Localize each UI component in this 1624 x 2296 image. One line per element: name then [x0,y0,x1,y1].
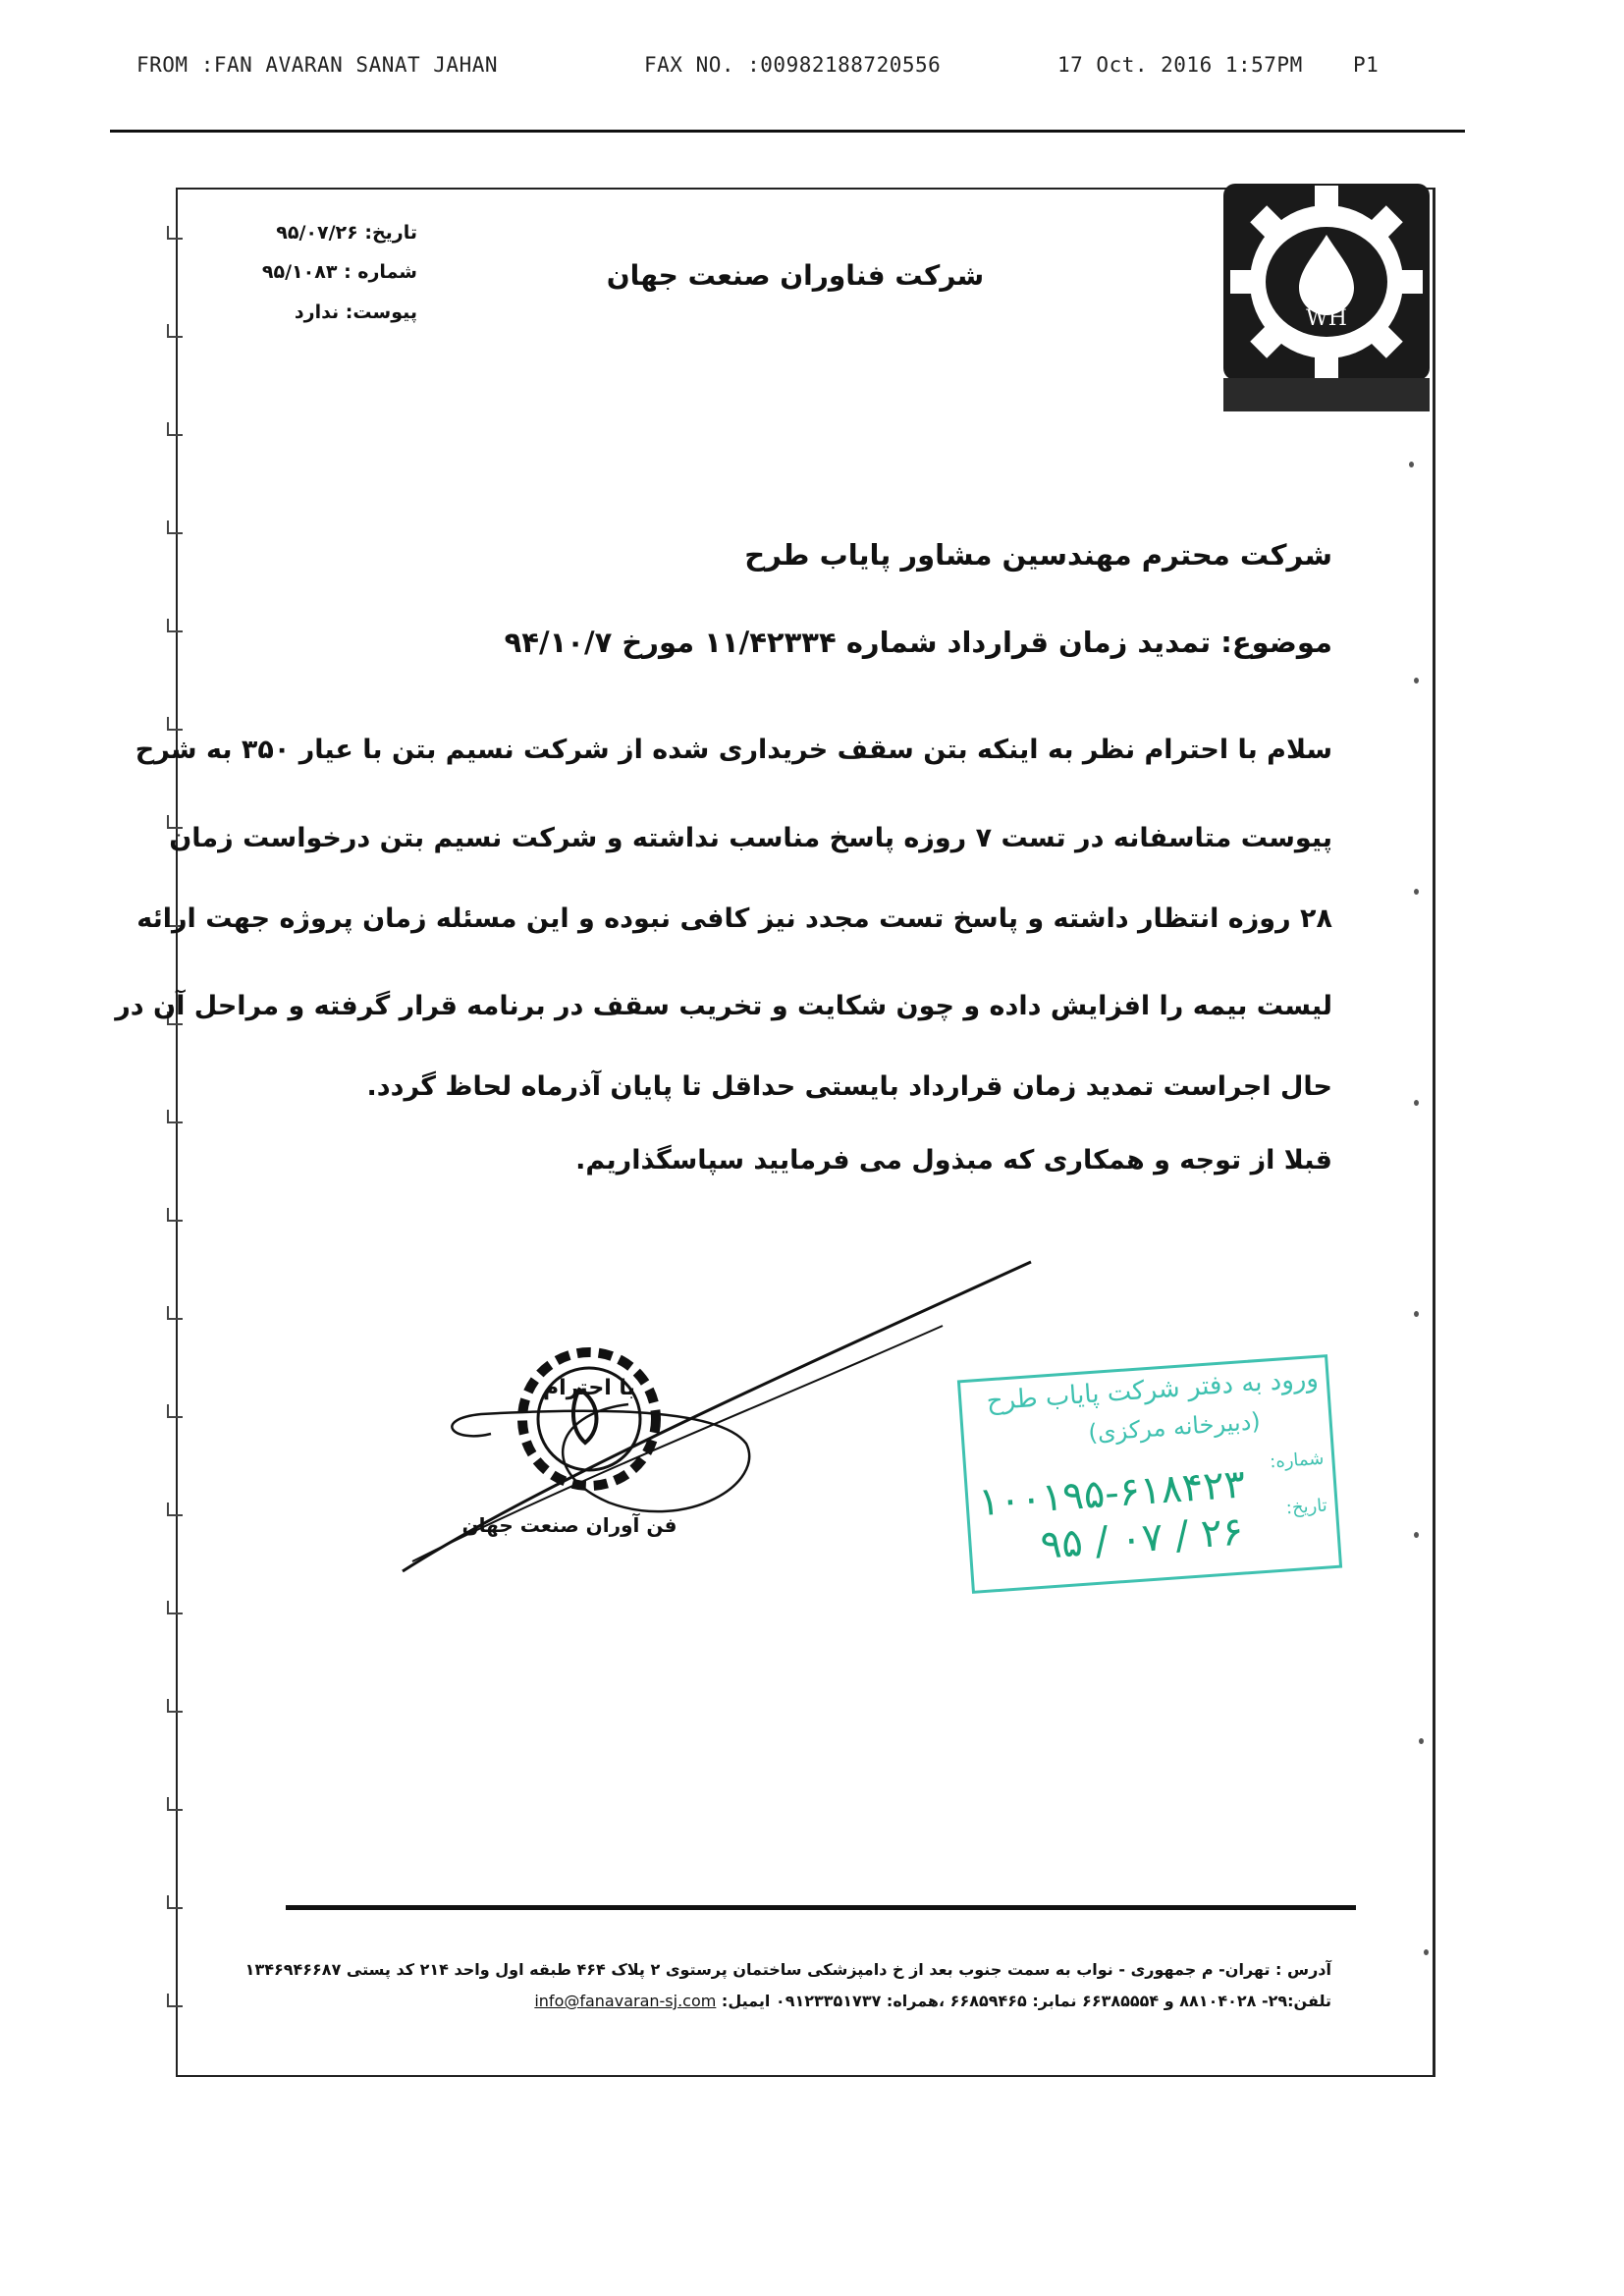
addressee: شرکت محترم مهندسین مشاور پایاب طرح [744,538,1332,572]
stamp-number-value: ۱۰۰۱۹۵-۶۱۸۴۲۳ [977,1461,1247,1526]
company-name: شرکت فناوران صنعت جهان [606,259,985,292]
svg-text:فن آوران صنعت جهان: فن آوران صنعت جهان [461,1513,677,1537]
scan-speck [1414,1311,1419,1317]
header-divider [110,130,1465,133]
fax-number: FAX NO. :00982188720556 [644,53,942,77]
footer-contact [534,1992,1331,2010]
footer-email-link[interactable]: info@fanavaran-sj.com [534,1992,717,2010]
scan-speck [1414,1532,1419,1538]
fax-page: P1 [1353,53,1380,77]
received-stamp [957,1354,1342,1594]
company-logo [1216,176,1434,411]
scan-speck [1419,1738,1424,1744]
letter-number: شماره : ۹۵/۱۰۸۳ [261,261,417,283]
fax-datetime: 17 Oct. 2016 1:57PM [1057,53,1303,77]
scan-speck [1414,889,1419,895]
scan-speck [1414,1100,1419,1106]
footer-address: آدرس : تهران- م جمهوری - نواب به سمت جنوب بعد از خ دامپزشکی ساختمان پرستوی ۲ پلاک ۴۶۴ طبقه اول واحد ۲۱۴ کد پستی ۱۳۴۶۹۴۶۶۸۷ [244,1960,1331,1979]
body-line: سلام با احترام نظر به اینکه بتن سقف خریداری شده از شرکت نسیم بتن با عیار ۳۵۰ به شرح [135,735,1332,765]
stamp-date-value: ۹۵ / ۰۷ / ۲۶ [1039,1508,1245,1568]
scan-speck [1409,462,1414,467]
stamp-number-label: شماره: [1269,1448,1326,1473]
svg-text:WH: WH [1306,306,1347,331]
svg-text:با احترام: با احترام [543,1376,635,1400]
signature-seal [393,1247,1041,1591]
body-line: حال اجراست تمدید زمان قرارداد بایستی حداقل تا پایان آذرماه لحاظ گردد. [366,1071,1332,1102]
letter-frame [115,188,1435,2077]
scan-speck [1414,678,1419,683]
stamp-date-label: تاریخ: [1285,1495,1328,1519]
body-line: لیست بیمه را افزایش داده و چون شکایت و تخریب سقف در برنامه قرار گرفته و مراحل آن در [115,991,1332,1021]
closing: قبلا از توجه و همکاری که مبذول می فرمایید سپاسگذاریم. [575,1145,1332,1175]
stamp-title: ورود به دفتر شرکت پایاب طرح [985,1363,1320,1417]
letter-date: تاریخ: ۹۵/۰۷/۲۶ [276,222,417,244]
body-line: ۲۸ روزه انتظار داشته و پاسخ تست مجدد نیز کافی نبوده و این مسئله زمان پروژه جهت ارائه [136,903,1332,934]
footer-divider [286,1905,1356,1910]
stamp-subtitle: (دبیرخانه مرکزی) [1087,1407,1262,1448]
binding-marks [167,187,187,2082]
fax-from: FROM :FAN AVARAN SANAT JAHAN [136,53,499,77]
body-line: پیوست متاسفانه در تست ۷ روزه پاسخ مناسب نداشته و شرکت نسیم بتن درخواست زمان [169,823,1332,853]
footer-phones: تلفن:۲۹- ۸۸۱۰۴۰۲۸ و ۶۶۳۸۵۵۵۴ نمابر: ۶۶۸۵۹۴۶۵ ،همراه: ۰۹۱۲۳۳۵۱۷۳۷ ایمیل: [721,1992,1331,2010]
subject: موضوع: تمدید زمان قرارداد شماره ۱۱/۴۲۳۳۴ مورخ ۹۴/۱۰/۷ [504,626,1332,659]
letter-attachment: پیوست: ندارد [294,301,417,323]
scan-speck [1424,1949,1429,1955]
